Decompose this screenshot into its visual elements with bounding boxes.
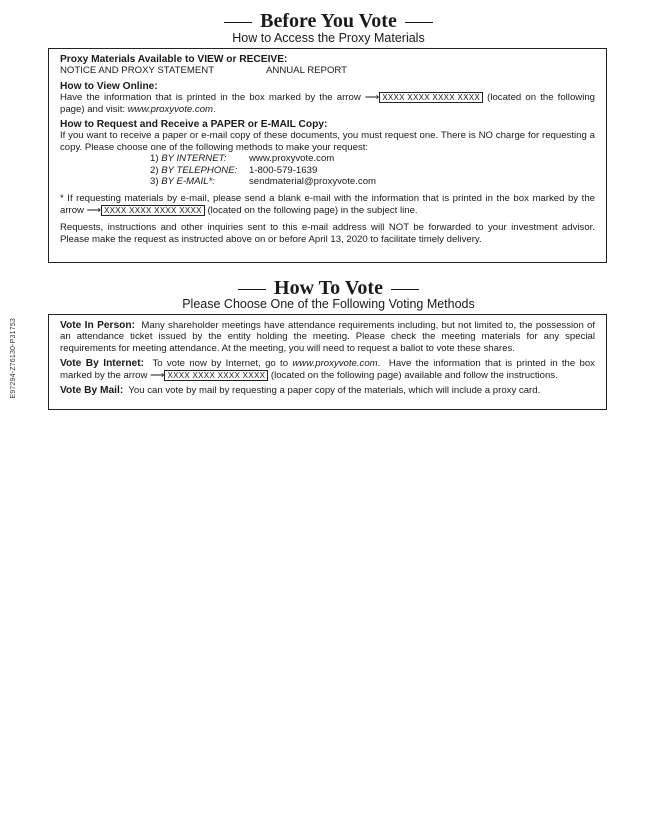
arrow-icon: ⟶ [364, 92, 380, 104]
view-text-part-1: Have the information that is printed in the box marked by the arrow [60, 92, 361, 104]
control-number-box: XXXX XXXX XXXX XXXX [101, 205, 205, 216]
method-number: 3) [150, 176, 159, 188]
vote-by-internet-label: Vote By Internet: [60, 358, 145, 370]
arrow-icon: ⟶ [150, 369, 165, 381]
email-note-part-1: * If requesting materials by e-mail, please send a blank e-mail with the information that is printed in the box marked by the arrow [60, 193, 595, 216]
view-online-heading: How to View Online: [60, 80, 158, 92]
proxy-materials-box [48, 48, 607, 263]
email-note-part-2: (located on the following page) in the subject line. [207, 204, 418, 216]
voting-methods-box [48, 314, 607, 410]
request-method-email [150, 176, 595, 187]
vote-by-mail-text: You can vote by mail by requesting a paper copy of the materials, which will include a proxy card. [128, 385, 541, 397]
control-number-box: XXXX XXXX XXXX XXXX [379, 92, 483, 103]
request-method-internet [150, 153, 595, 164]
method-label: BY TELEPHONE: [161, 164, 238, 176]
internet-text-part-1: To vote now by Internet, go to [152, 358, 289, 370]
method-number: 1) [150, 153, 159, 165]
documents-list [60, 65, 595, 76]
request-copy-text: If you want to receive a paper or e-mail copy of these documents, you must request one. There is NO charge for requesting a copy. Please choose one of the following methods to make your request: [60, 130, 595, 153]
request-method-telephone [150, 165, 595, 176]
control-number-box: XXXX XXXX XXXX XXXX [164, 370, 268, 381]
view-online-text: Have the information that is printed in the box marked by the arrow ⟶ XXXX XXXX XXXX XXXX (located on the following page) and visit: www.proxyvote.com. [60, 92, 596, 115]
request-copy-heading: How to Request and Receive a PAPER or E-MAIL Copy: [60, 119, 328, 131]
title-rule-left [238, 289, 266, 291]
method-value-email[interactable]: sendmaterial@proxyvote.com [249, 176, 377, 188]
document-annual-report: ANNUAL REPORT [266, 65, 348, 77]
internet-url-link[interactable]: www.proxyvote.com [292, 358, 378, 370]
document-code: E97294-Z76130-P31753 [10, 318, 17, 399]
vote-in-person-text: Many shareholder meetings have attendance requirements including, but not limited to, the possession of an attendance ticket issued by the entity holding the meeting. Please check the meeting materials for any special requirements for meeting attendance. At the meeting, you will need to request a ballot to vote these shares. [60, 320, 595, 354]
email-note [60, 193, 595, 216]
materials-heading: Proxy Materials Available to VIEW or RECEIVE: [60, 54, 288, 65]
view-url-link[interactable]: www.proxyvote.com [127, 103, 214, 115]
how-to-vote-title [48, 278, 609, 298]
before-title-text: Before You Vote [260, 10, 397, 32]
document-notice: NOTICE AND PROXY STATEMENT [60, 65, 215, 77]
title-rule-right [391, 289, 419, 291]
title-rule-left [224, 22, 252, 24]
vote-by-mail [60, 385, 595, 396]
requests-note: Requests, instructions and other inquiries sent to this e-mail address will NOT be forwarded to your investment advisor. Please make the request as instructed above on or before April 13, 2020 to facilitate timely delivery. [60, 222, 595, 245]
method-value-telephone: 1-800-579-1639 [249, 164, 318, 176]
how-title-text: How To Vote [274, 277, 383, 299]
method-value-internet[interactable]: www.proxyvote.com [249, 153, 335, 165]
vote-in-person-label: Vote In Person: [60, 320, 135, 331]
how-to-vote-subtitle: Please Choose One of the Following Voting Methods [182, 297, 475, 311]
method-number: 2) [150, 164, 159, 176]
before-you-vote-subtitle: How to Access the Proxy Materials [232, 31, 425, 45]
before-you-vote-title [48, 11, 609, 31]
vote-by-internet: Vote By Internet: To vote now by Internet, go to www.proxyvote.com. Have the information that is printed in the box marked by the arrow ⟶ XXXX XXXX XXXX XXXX (located on the following page) available and follow the instructions. [60, 358, 595, 381]
arrow-icon: ⟶ [86, 204, 102, 216]
method-label: BY INTERNET: [161, 153, 227, 165]
title-rule-right [405, 22, 433, 24]
internet-text-part-2: Have the information that is printed in the box marked by the arrow [60, 358, 595, 381]
vote-by-mail-label: Vote By Mail: [60, 385, 124, 397]
view-text-part-2: (located on the following page) and visit: [60, 92, 596, 115]
vote-in-person [60, 320, 595, 354]
internet-text-part-3: (located on the following page) available and follow the instructions. [270, 369, 558, 381]
request-methods-list [150, 153, 595, 187]
method-label: BY E-MAIL*: [161, 176, 215, 188]
